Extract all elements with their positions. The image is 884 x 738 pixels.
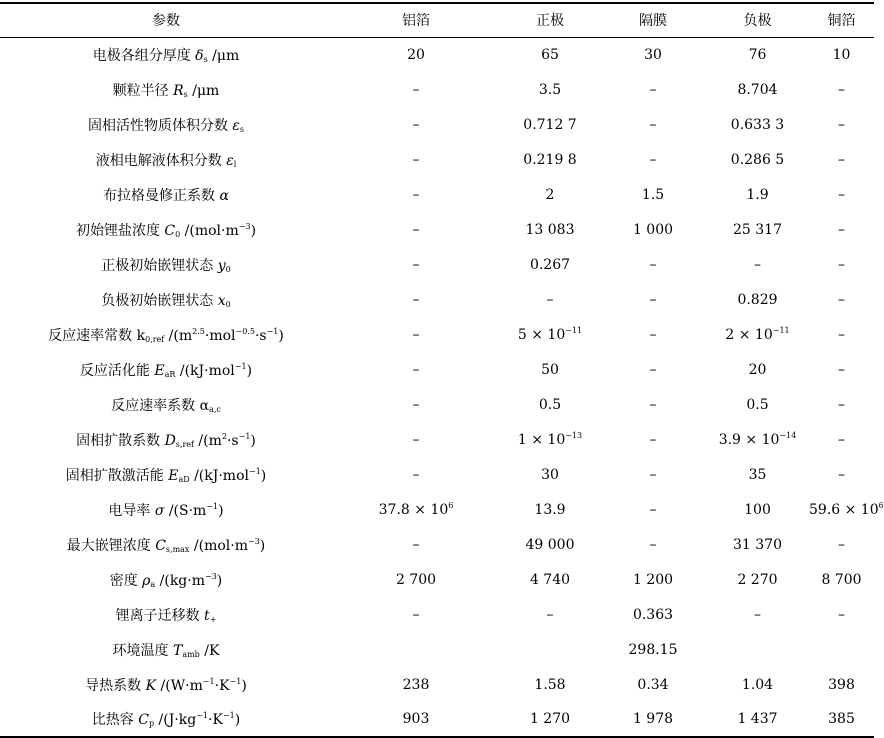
cell-positive-electrode: 0.267 (529, 256, 571, 273)
cell-copper-foil: 398 (828, 676, 855, 693)
cell-separator: – (649, 536, 657, 553)
header-copper-foil: 铜箔 (809, 3, 874, 37)
parameter-label: 反应活化能 $E_{aR}$ /(kJ·mol$^{-1}$) (79, 361, 253, 379)
cell-separator: – (649, 116, 657, 133)
parameter-label: 液相电解液体积分数 $\varepsilon_l$ (95, 152, 237, 169)
cell-positive-electrode: 1.58 (534, 676, 566, 693)
parameter-label: 颗粒半径 $R_s$ /μm (112, 82, 220, 99)
cell-positive-electrode: – (546, 291, 554, 308)
cell-negative-electrode: 0.633 3 (730, 116, 785, 133)
parameter-label: 固相活性物质体积分数 $\varepsilon_s$ (87, 117, 245, 134)
header-parameter: 参数 (0, 3, 332, 37)
cell-copper-foil: – (838, 466, 845, 483)
table-row (0, 37, 874, 72)
cell-separator: – (649, 151, 657, 168)
table-row (0, 422, 874, 457)
table-row (0, 282, 874, 317)
cell-positive-electrode: 0.5 (538, 396, 562, 413)
cell-copper-foil: – (838, 536, 845, 553)
cell-positive-electrode: – (546, 606, 554, 623)
cell-negative-electrode: 25 317 (733, 221, 782, 238)
table-row (0, 702, 874, 737)
table-header-row (0, 3, 874, 37)
cell-negative-electrode: – (754, 256, 761, 273)
cell-separator: – (649, 256, 657, 273)
cell-aluminum-foil: – (412, 256, 420, 273)
cell-copper-foil: – (838, 186, 845, 203)
cell-negative-electrode: 1.04 (741, 676, 774, 693)
cell-copper-foil: – (838, 151, 845, 168)
cell-separator: 30 (644, 46, 662, 63)
cell-copper-foil: – (838, 291, 845, 308)
cell-positive-electrode: 49 000 (525, 536, 575, 553)
parameter-label: 反应速率系数 $\alpha_{a,c}$ (111, 397, 221, 414)
cell-negative-electrode: 0.829 (737, 291, 778, 308)
cell-separator: – (649, 396, 657, 413)
parameter-label: 密度 $\rho_a$ $/(kg\cdot m^{-3})$ (109, 571, 223, 589)
cell-positive-electrode: 2 (545, 186, 555, 203)
cell-negative-electrode: 31 370 (733, 536, 782, 553)
header-positive-electrode: 正极 (500, 3, 600, 37)
cell-negative-electrode: 1.9 (746, 186, 769, 203)
table-row (0, 317, 874, 352)
table-row (0, 352, 874, 387)
table-row (0, 142, 874, 177)
cell-aluminum-foil: – (412, 291, 420, 308)
cell-separator: – (649, 466, 657, 483)
cell-positive-electrode: 65 (541, 46, 559, 63)
cell-separator: 1.5 (641, 186, 665, 203)
header-aluminum-foil: 铝箔 (332, 3, 500, 37)
cell-aluminum-foil: $37.8 \times 10^6$ (378, 501, 454, 518)
parameter-label: 电极各组分厚度 $\delta_s$ /μm (92, 47, 240, 64)
table-row (0, 212, 874, 247)
cell-aluminum-foil: – (412, 606, 420, 623)
cell-aluminum-foil (332, 632, 500, 667)
cell-positive-electrode: 4 740 (529, 571, 571, 588)
table-row (0, 387, 874, 422)
cell-positive-electrode: 30 (541, 466, 559, 483)
table-row (0, 457, 874, 492)
cell-separator: 0.34 (637, 676, 669, 693)
cell-negative-electrode: 2 270 (737, 571, 778, 588)
parameter-label: 电导率 σ $/(S\cdot m^{-1})$ (108, 501, 224, 519)
parameter-label: 环境温度 $T_{amb}$ /K (112, 642, 220, 659)
cell-separator: – (649, 361, 657, 378)
cell-copper-foil: $59.6 \times 10^6$ (809, 501, 884, 518)
cell-copper-foil: – (838, 396, 845, 413)
cell-copper-foil: – (838, 221, 845, 238)
cell-negative-electrode: 35 (748, 466, 767, 483)
cell-positive-electrode: 0.219 8 (523, 151, 577, 168)
cell-copper-foil: – (838, 431, 845, 448)
table-row (0, 597, 874, 632)
cell-aluminum-foil: – (412, 361, 420, 378)
cell-positive-electrode: $5 \times 10^{-11}$ (517, 326, 583, 343)
table-row (0, 562, 874, 597)
cell-negative-electrode: 100 (744, 501, 771, 518)
parameter-label: 反应速率常数 $k_{0,ref}$ $/(m^{2.5}\cdot mol^{-0.5}\cdot s^{-1})$ (48, 326, 284, 344)
parameter-label: 导热系数 K $/(W\cdot m^{-1}\cdot K^{-1})$ (85, 676, 247, 694)
cell-negative-electrode: $2 \times 10^{-11}$ (725, 326, 790, 343)
parameter-label: 固相扩散系数 $D_{s,ref}$ $/(m^2\cdot s^{-1})$ (76, 431, 256, 449)
cell-positive-electrode: 0.712 7 (523, 116, 577, 133)
cell-aluminum-foil: – (412, 151, 420, 168)
cell-positive-electrode: 1 270 (500, 702, 600, 737)
cell-separator: 1 000 (632, 221, 674, 238)
cell-negative-electrode: 1 437 (706, 702, 809, 737)
cell-separator: 0.363 (632, 606, 674, 623)
cell-copper-foil: – (838, 361, 845, 378)
cell-copper-foil: 385 (809, 702, 874, 737)
cell-copper-foil: – (838, 81, 845, 98)
cell-negative-electrode: – (754, 606, 761, 623)
table-row (0, 107, 874, 142)
cell-negative-electrode: 20 (748, 361, 767, 378)
cell-negative-electrode: $3.9 \times 10^{-14}$ (718, 431, 797, 448)
parameter-label: 固相扩散激活能 $E_{aD}$ /(kJ·mol$^{-1}$) (65, 466, 267, 484)
cell-aluminum-foil: 903 (332, 702, 500, 737)
table-row (0, 177, 874, 212)
cell-aluminum-foil: 2 700 (395, 571, 437, 588)
cell-separator: – (649, 501, 657, 518)
header-separator: 隔膜 (600, 3, 706, 37)
cell-separator: 1 200 (632, 571, 674, 588)
cell-aluminum-foil: – (412, 221, 420, 238)
cell-copper-foil: 8 700 (821, 571, 862, 588)
cell-positive-electrode: 50 (541, 361, 559, 378)
cell-aluminum-foil: – (412, 186, 420, 203)
parameter-label: 锂离子迁移数 $t_+$ (115, 607, 217, 624)
cell-negative-electrode: 8.704 (737, 81, 778, 98)
parameter-table (0, 2, 884, 738)
cell-aluminum-foil: – (412, 466, 420, 483)
cell-aluminum-foil: – (412, 396, 420, 413)
cell-separator: – (649, 291, 657, 308)
cell-separator: – (649, 431, 657, 448)
cell-separator: – (649, 326, 657, 343)
table-row (0, 527, 874, 562)
cell-aluminum-foil: 20 (407, 46, 425, 63)
table-row (0, 632, 874, 667)
cell-aluminum-foil: – (412, 81, 420, 98)
cell-separator: – (649, 81, 657, 98)
cell-positive-electrode: 3.5 (538, 81, 562, 98)
cell-aluminum-foil: – (412, 326, 420, 343)
cell-negative-electrode: 0.286 5 (730, 151, 785, 168)
cell-copper-foil: – (838, 326, 845, 343)
cell-positive-electrode: 13.9 (534, 501, 566, 518)
cell-separator: 298.15 (628, 641, 678, 658)
table-row (0, 667, 874, 702)
cell-copper-foil: – (838, 606, 845, 623)
cell-negative-electrode: 76 (748, 46, 767, 63)
cell-positive-electrode: $1 \times 10^{-13}$ (517, 431, 583, 448)
table-row (0, 492, 874, 527)
parameter-table-container (0, 2, 884, 738)
cell-copper-foil (809, 632, 874, 667)
cell-negative-electrode (706, 632, 809, 667)
cell-copper-foil: – (838, 116, 845, 133)
cell-positive-electrode: 13 083 (525, 221, 575, 238)
cell-positive-electrode (500, 632, 600, 667)
parameter-label: 负极初始嵌锂状态 $x_0$ (101, 292, 231, 309)
header-negative-electrode: 负极 (706, 3, 809, 37)
cell-aluminum-foil: 238 (402, 676, 430, 693)
parameter-label: 正极初始嵌锂状态 $y_0$ (101, 257, 231, 274)
cell-copper-foil: 10 (832, 46, 851, 63)
cell-aluminum-foil: – (412, 431, 420, 448)
cell-aluminum-foil: – (412, 536, 420, 553)
cell-copper-foil: – (838, 256, 845, 273)
cell-aluminum-foil: – (412, 116, 420, 133)
parameter-label: 比热容 $C_p$ $/(J\cdot kg^{-1}\cdot K^{-1})$ (0, 702, 332, 737)
table-body (0, 37, 884, 737)
table-row (0, 247, 874, 282)
parameter-label: 初始锂盐浓度 $C_0$ $/(mol\cdot m^{-3})$ (75, 221, 257, 239)
cell-separator: 1 978 (600, 702, 706, 737)
cell-negative-electrode: 0.5 (746, 396, 769, 413)
parameter-label: 最大嵌锂浓度 $C_{s,max}$ $/(mol\cdot m^{-3})$ (66, 536, 266, 554)
parameter-label: 布拉格曼修正系数 α (103, 187, 229, 204)
table-row (0, 72, 874, 107)
